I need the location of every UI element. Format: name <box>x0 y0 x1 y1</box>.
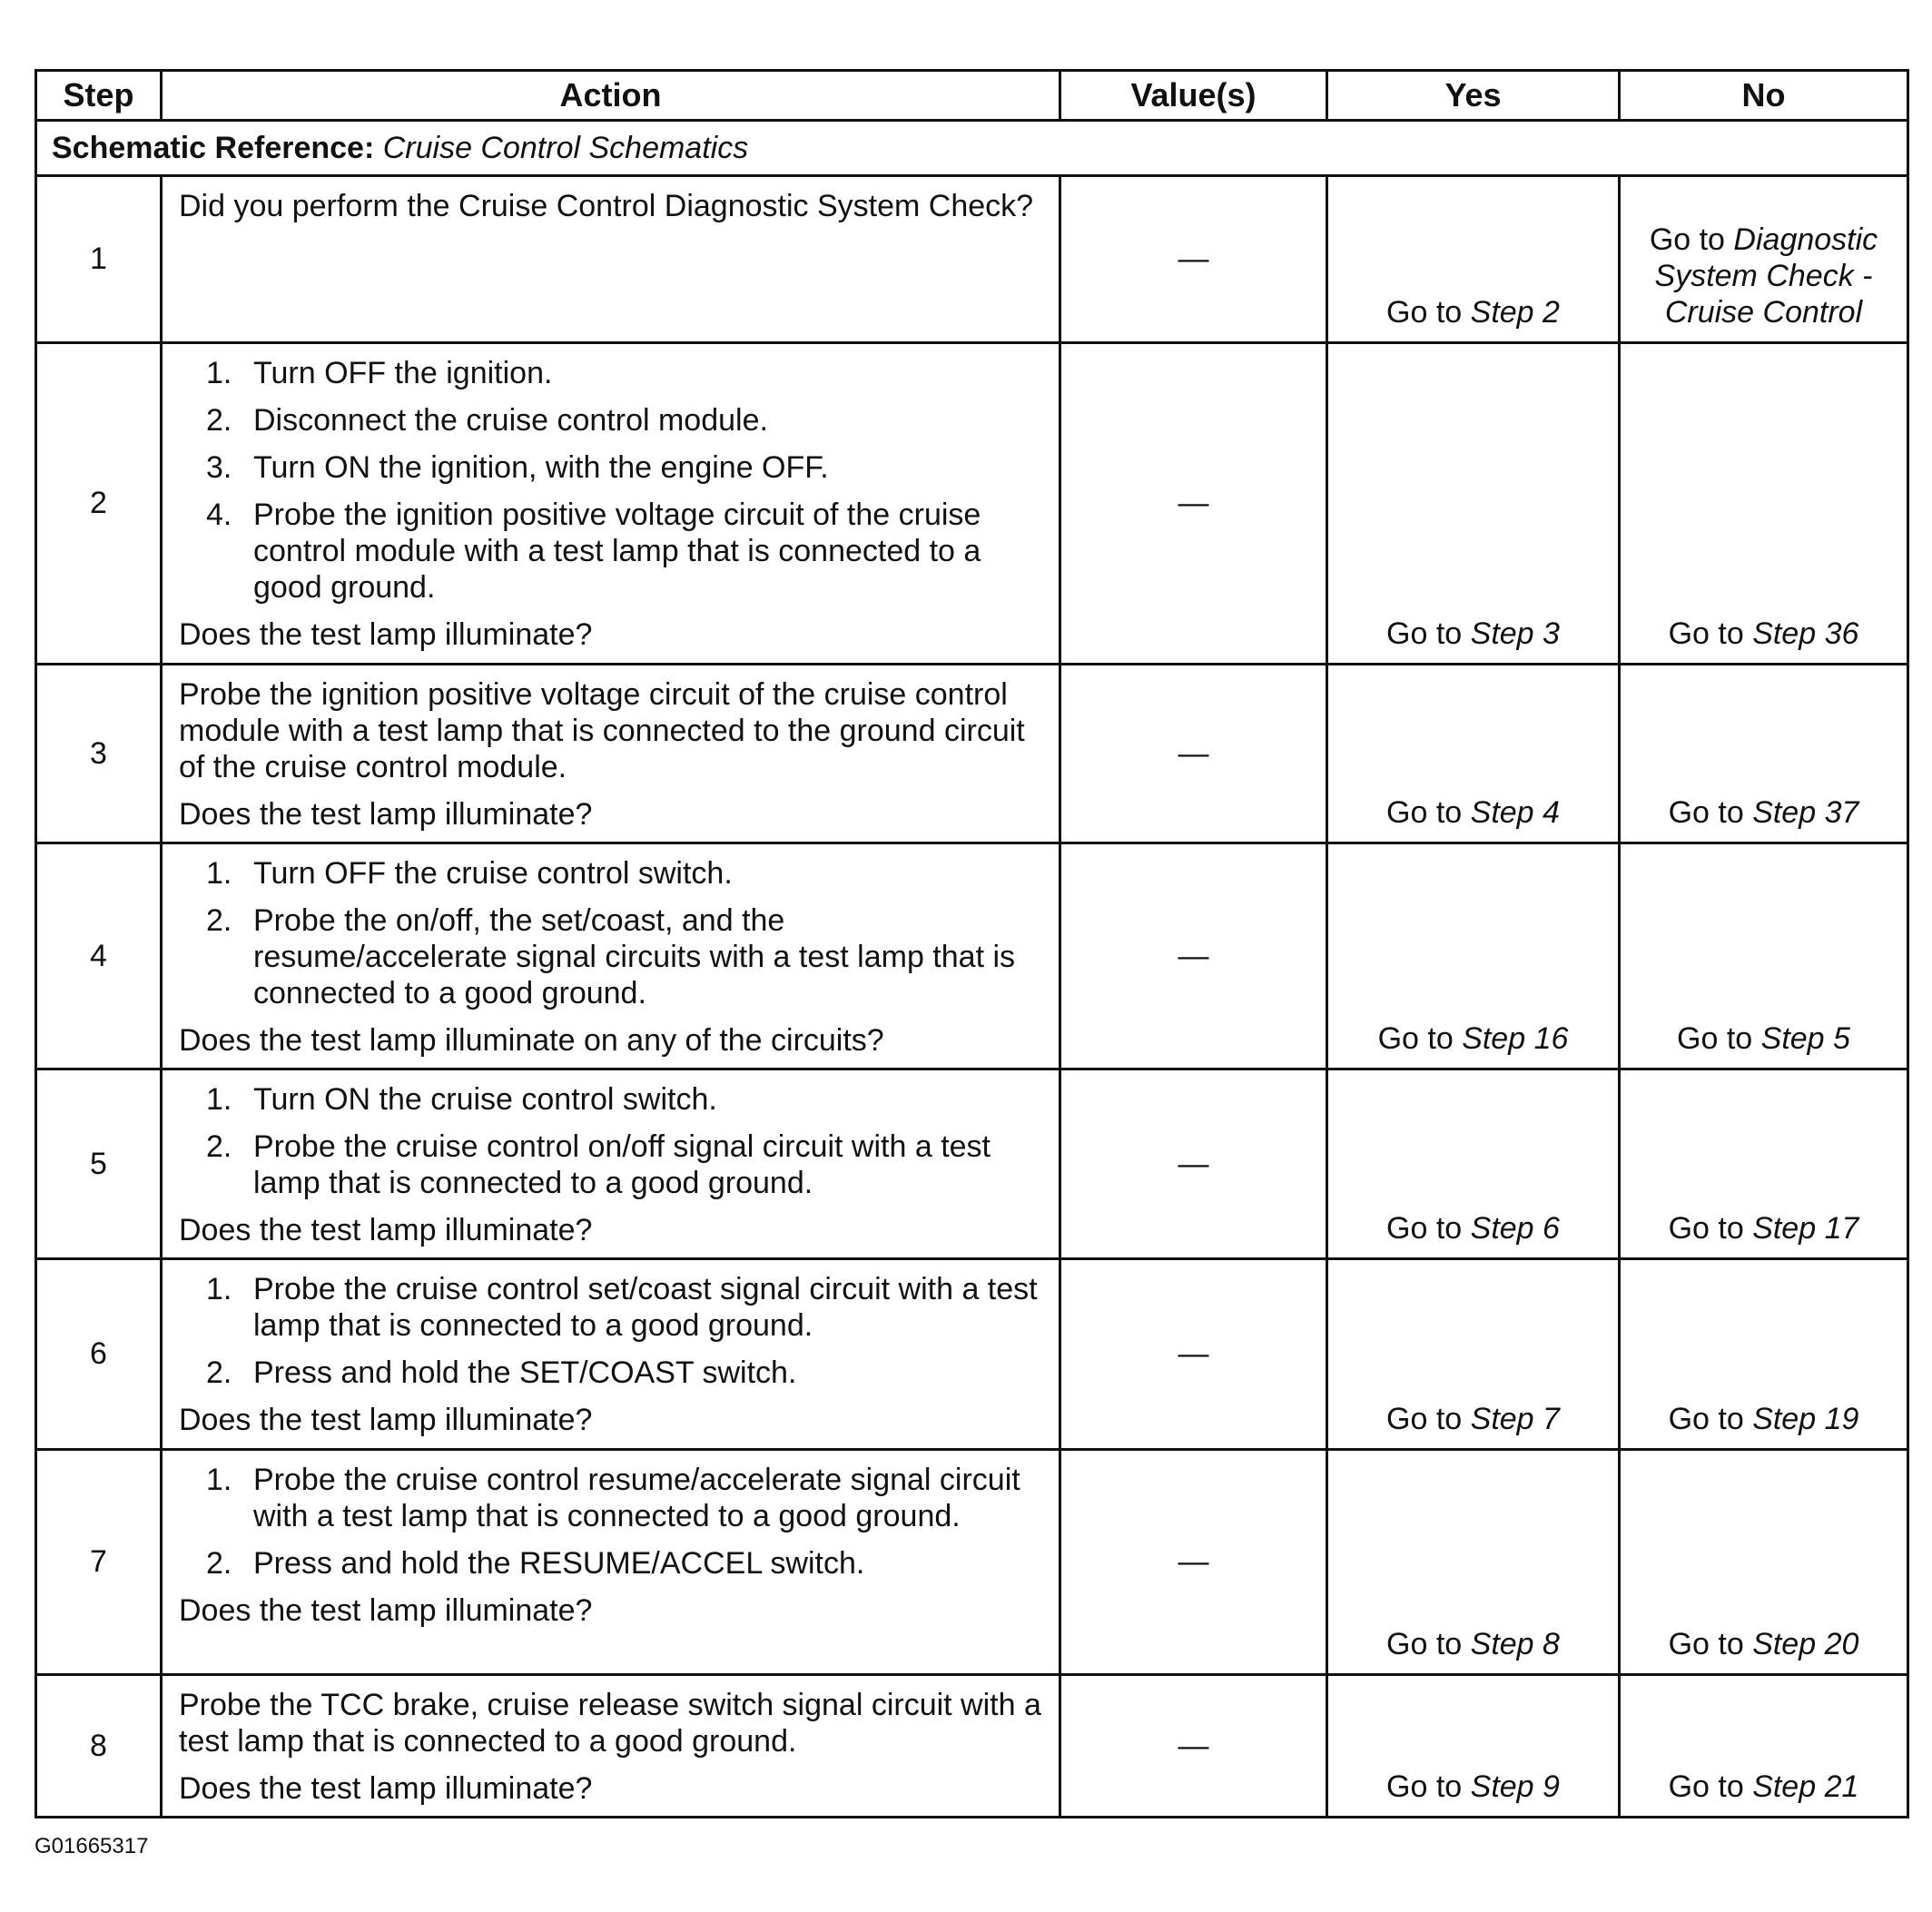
action-cell <box>162 1069 1060 1259</box>
action-list <box>179 1271 1046 1391</box>
yes-prefix: Go to <box>1386 1627 1471 1661</box>
yes-step-link[interactable]: Step 6 <box>1470 1211 1560 1246</box>
action-intro: Did you perform the Cruise Control Diagnostic System Check? <box>179 189 1034 223</box>
header-step: Step <box>36 71 162 121</box>
no-step-link[interactable]: Step 36 <box>1752 616 1859 651</box>
action-list-item <box>206 855 1046 892</box>
value-cell: — <box>1060 1675 1327 1818</box>
action-cell <box>162 1675 1060 1818</box>
action-cell <box>162 176 1060 343</box>
action-list-item <box>206 497 1046 606</box>
action-list <box>179 1081 1046 1201</box>
value-cell: — <box>1060 665 1327 843</box>
action-intro: Probe the ignition positive voltage circuit of the cruise control module with a test lamp that is connected to the ground circuit of the cruise control module. <box>179 677 1025 784</box>
action-question: Does the test lamp illuminate? <box>179 797 593 832</box>
schematic-reference <box>36 121 1908 176</box>
no-step-link[interactable]: Step 20 <box>1752 1627 1859 1661</box>
figure-id: G01665317 <box>34 1834 149 1858</box>
value-cell: — <box>1060 1450 1327 1675</box>
header-values: Value(s) <box>1060 71 1327 121</box>
yes-step-link[interactable]: Step 2 <box>1470 295 1560 330</box>
yes-step-link[interactable]: Step 3 <box>1470 616 1560 651</box>
value-cell: — <box>1060 1259 1327 1450</box>
action-list-number: 2. <box>206 903 232 938</box>
no-cell <box>1620 1675 1908 1818</box>
action-list-text: Press and hold the RESUME/ACCEL switch. <box>253 1546 865 1581</box>
action-list-text: Turn OFF the ignition. <box>253 356 553 390</box>
action-list-text: Probe the ignition positive voltage circuit of the cruise control module with a test lamp that is connected to a good ground. <box>253 498 981 605</box>
yes-prefix: Go to <box>1386 1402 1471 1436</box>
action-cell <box>162 1450 1060 1675</box>
yes-cell <box>1327 343 1620 665</box>
header-no: No <box>1620 71 1908 121</box>
yes-prefix: Go to <box>1386 295 1471 330</box>
action-list-item <box>206 902 1046 1011</box>
step-number: 8 <box>36 1675 162 1818</box>
yes-prefix: Go to <box>1386 616 1471 651</box>
action-list-text: Turn ON the ignition, with the engine OFF. <box>253 450 829 485</box>
yes-step-link[interactable]: Step 4 <box>1470 795 1560 830</box>
no-prefix: Go to <box>1668 1769 1753 1804</box>
step-number: 3 <box>36 665 162 843</box>
action-question: Does the test lamp illuminate on any of the circuits? <box>179 1023 884 1058</box>
action-list-number: 4. <box>206 498 232 532</box>
action-question: Does the test lamp illuminate? <box>179 1771 593 1806</box>
step-number: 5 <box>36 1069 162 1259</box>
no-step-link[interactable]: Diagnostic System Check - Cruise Control <box>1654 222 1878 330</box>
no-cell <box>1620 1259 1908 1450</box>
action-list-text: Probe the cruise control resume/accelerate signal circuit with a test lamp that is connected to a good ground. <box>253 1463 1020 1533</box>
action-list-number: 1. <box>206 1272 232 1306</box>
action-question: Does the test lamp illuminate? <box>179 1593 593 1628</box>
header-row <box>36 71 1908 121</box>
table-row <box>36 1450 1908 1675</box>
value-cell: — <box>1060 843 1327 1069</box>
diagnostic-table <box>34 69 1909 1818</box>
action-list <box>179 1462 1046 1582</box>
no-cell <box>1620 343 1908 665</box>
step-number: 6 <box>36 1259 162 1450</box>
table-row <box>36 1069 1908 1259</box>
value-cell: — <box>1060 343 1327 665</box>
table-row <box>36 343 1908 665</box>
no-prefix: Go to <box>1668 616 1753 651</box>
action-list-item <box>206 1081 1046 1118</box>
action-list-item <box>206 355 1046 391</box>
action-question: Does the test lamp illuminate? <box>179 1213 593 1247</box>
action-list-item <box>206 1355 1046 1391</box>
action-list <box>179 855 1046 1011</box>
schematic-reference-row <box>36 121 1908 176</box>
action-list-text: Disconnect the cruise control module. <box>253 403 768 438</box>
step-number: 2 <box>36 343 162 665</box>
yes-prefix: Go to <box>1377 1021 1463 1056</box>
table-row <box>36 1675 1908 1818</box>
yes-step-link[interactable]: Step 7 <box>1470 1402 1560 1436</box>
step-number: 1 <box>36 176 162 343</box>
action-list-text: Turn ON the cruise control switch. <box>253 1082 717 1117</box>
table-row <box>36 176 1908 343</box>
yes-cell <box>1327 665 1620 843</box>
action-list-text: Press and hold the SET/COAST switch. <box>253 1355 797 1390</box>
no-prefix: Go to <box>1677 1021 1761 1056</box>
action-list-number: 2. <box>206 403 232 438</box>
step-number: 7 <box>36 1450 162 1675</box>
schematic-reference-label: Schematic Reference: <box>52 130 375 165</box>
header-yes: Yes <box>1327 71 1620 121</box>
yes-cell <box>1327 176 1620 343</box>
action-list-text: Turn OFF the cruise control switch. <box>253 856 733 891</box>
yes-step-link[interactable]: Step 16 <box>1462 1021 1569 1056</box>
schematic-reference-link[interactable]: Cruise Control Schematics <box>382 130 749 165</box>
yes-cell <box>1327 843 1620 1069</box>
no-step-link[interactable]: Step 21 <box>1752 1769 1859 1804</box>
yes-cell <box>1327 1069 1620 1259</box>
action-list-number: 1. <box>206 1082 232 1117</box>
no-step-link[interactable]: Step 19 <box>1752 1402 1859 1436</box>
action-list-item <box>206 1271 1046 1344</box>
no-step-link[interactable]: Step 5 <box>1760 1021 1850 1056</box>
yes-cell <box>1327 1450 1620 1675</box>
no-prefix: Go to <box>1668 1402 1753 1436</box>
yes-cell <box>1327 1259 1620 1450</box>
no-prefix: Go to <box>1668 1211 1753 1246</box>
action-list-number: 1. <box>206 1463 232 1497</box>
action-cell <box>162 343 1060 665</box>
action-intro: Probe the TCC brake, cruise release switch signal circuit with a test lamp that is connected to a good ground. <box>179 1688 1041 1759</box>
action-list-item <box>206 1462 1046 1534</box>
table-row <box>36 1259 1908 1450</box>
action-list-text: Probe the cruise control on/off signal circuit with a test lamp that is connected to a good ground. <box>253 1129 991 1200</box>
no-prefix: Go to <box>1668 1627 1753 1661</box>
value-cell: — <box>1060 1069 1327 1259</box>
action-list-item <box>206 1545 1046 1582</box>
no-cell <box>1620 1069 1908 1259</box>
action-list <box>179 355 1046 606</box>
action-list-number: 2. <box>206 1546 232 1581</box>
step-number: 4 <box>36 843 162 1069</box>
action-list-item <box>206 402 1046 439</box>
action-question: Does the test lamp illuminate? <box>179 617 593 652</box>
action-list-text: Probe the on/off, the set/coast, and the resume/accelerate signal circuits with a test lamp that is connected to a good ground. <box>253 903 1016 1010</box>
action-list-item <box>206 1128 1046 1201</box>
action-list-text: Probe the cruise control set/coast signal circuit with a test lamp that is connected to a good ground. <box>253 1272 1038 1343</box>
no-cell <box>1620 176 1908 343</box>
action-cell <box>162 665 1060 843</box>
yes-cell <box>1327 1675 1620 1818</box>
action-list-number: 1. <box>206 356 232 390</box>
yes-step-link[interactable]: Step 8 <box>1470 1627 1560 1661</box>
no-prefix: Go to <box>1649 222 1734 257</box>
yes-prefix: Go to <box>1386 1769 1471 1804</box>
diagnostic-table-container <box>34 69 1907 1818</box>
no-cell <box>1620 665 1908 843</box>
no-cell <box>1620 1450 1908 1675</box>
action-cell <box>162 1259 1060 1450</box>
action-list-number: 3. <box>206 450 232 485</box>
table-row <box>36 843 1908 1069</box>
no-step-link[interactable]: Step 17 <box>1752 1211 1859 1246</box>
value-cell: — <box>1060 176 1327 343</box>
action-question: Does the test lamp illuminate? <box>179 1403 593 1437</box>
no-step-link[interactable]: Step 37 <box>1752 795 1859 830</box>
yes-prefix: Go to <box>1386 1211 1471 1246</box>
action-list-number: 2. <box>206 1129 232 1164</box>
action-list-number: 1. <box>206 856 232 891</box>
no-cell <box>1620 843 1908 1069</box>
action-list-item <box>206 449 1046 486</box>
action-list-number: 2. <box>206 1355 232 1390</box>
header-action: Action <box>162 71 1060 121</box>
yes-prefix: Go to <box>1386 795 1471 830</box>
yes-step-link[interactable]: Step 9 <box>1470 1769 1560 1804</box>
action-cell <box>162 843 1060 1069</box>
table-row <box>36 665 1908 843</box>
no-prefix: Go to <box>1668 795 1753 830</box>
